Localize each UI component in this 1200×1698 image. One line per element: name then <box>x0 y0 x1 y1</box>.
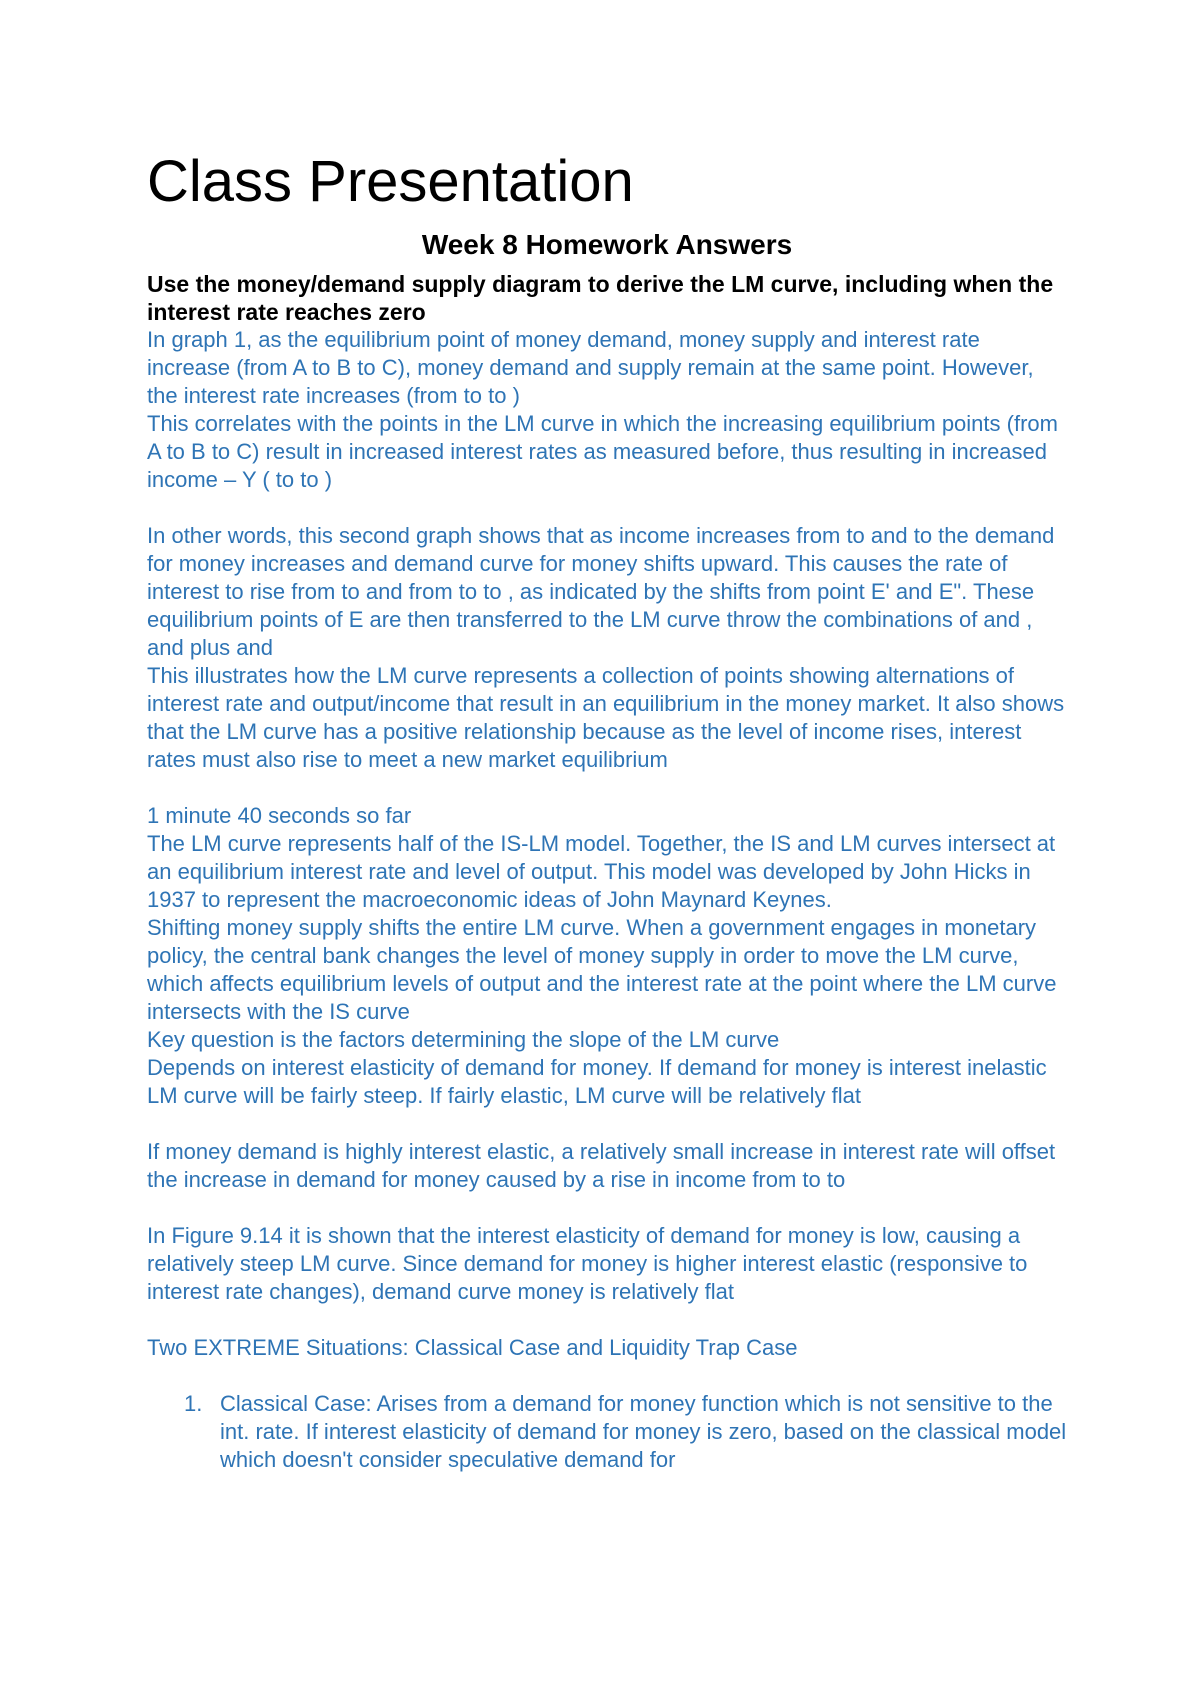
numbered-list <box>147 1390 1067 1474</box>
paragraph: This illustrates how the LM curve represents a collection of points showing alternations of interest rate and output/income that result in an equilibrium in the money market. It also shows that the LM curve has a positive relationship because as the level of income rises, interest rates must also rise to meet a new market equilibrium <box>147 663 1065 772</box>
blank-line <box>147 774 1067 802</box>
homework-question: Use the money/demand supply diagram to derive the LM curve, including when the interest rate reaches zero <box>147 271 1054 325</box>
paragraph: Depends on interest elasticity of demand for money. If demand for money is interest inelastic LM curve will be fairly steep. If fairly elastic, LM curve will be relatively flat <box>147 1055 1047 1108</box>
paragraph: Key question is the factors determining the slope of the LM curve <box>147 1027 780 1052</box>
blank-line <box>147 1362 1067 1390</box>
paragraph: This correlates with the points in the LM curve in which the increasing equilibrium points (from A to B to C) result in increased interest rates as measured before, thus resulting in increased income – Y ( to to ) <box>147 411 1058 492</box>
paragraph: In Figure 9.14 it is shown that the interest elasticity of demand for money is low, causing a relatively steep LM curve. Since demand for money is higher interest elastic (responsive to interest rate changes), demand curve money is relatively flat <box>147 1223 1028 1304</box>
answer-body <box>147 326 1067 1474</box>
paragraph: In graph 1, as the equilibrium point of money demand, money supply and interest rate increase (from A to B to C), money demand and supply remain at the same point. However, the interest rate increases (from to to ) <box>147 327 1034 408</box>
document-page <box>147 150 1067 1474</box>
document-subtitle: Week 8 Homework Answers <box>421 229 793 260</box>
list-item-number: 1. <box>184 1391 203 1416</box>
paragraph: If money demand is highly interest elastic, a relatively small increase in interest rate will offset the increase in demand for money caused by a rise in income from to to <box>147 1139 1056 1192</box>
blank-line <box>147 1110 1067 1138</box>
paragraph: 1 minute 40 seconds so far <box>147 803 412 828</box>
list-item-text: Classical Case: Arises from a demand for money function which is not sensitive to the int. rate. If interest elasticity of demand for money is zero, based on the classical model which doesn't consider speculative demand for <box>220 1391 1067 1472</box>
paragraph: Two EXTREME Situations: Classical Case and Liquidity Trap Case <box>147 1335 798 1360</box>
paragraph: The LM curve represents half of the IS-LM model. Together, the IS and LM curves intersect at an equilibrium interest rate and level of output. This model was developed by John Hicks in 1937 to represent the macroeconomic ideas of John Maynard Keynes. <box>147 831 1056 912</box>
list-item <box>147 1390 1067 1474</box>
paragraph: Shifting money supply shifts the entire LM curve. When a government engages in monetary policy, the central bank changes the level of money supply in order to move the LM curve, which affects equilibrium levels of output and the interest rate at the point where the LM curve intersects with the IS curve <box>147 915 1057 1024</box>
blank-line <box>147 1194 1067 1222</box>
document-title: Class Presentation <box>147 149 634 214</box>
paragraph: In other words, this second graph shows that as income increases from to and to the demand for money increases and demand curve for money shifts upward. This causes the rate of interest to rise from to and from to to , as indicated by the shifts from point E' and E". These equilibrium points of E are then transferred to the LM curve throw the combinations of and , and plus and <box>147 523 1055 660</box>
blank-line <box>147 494 1067 522</box>
blank-line <box>147 1306 1067 1334</box>
